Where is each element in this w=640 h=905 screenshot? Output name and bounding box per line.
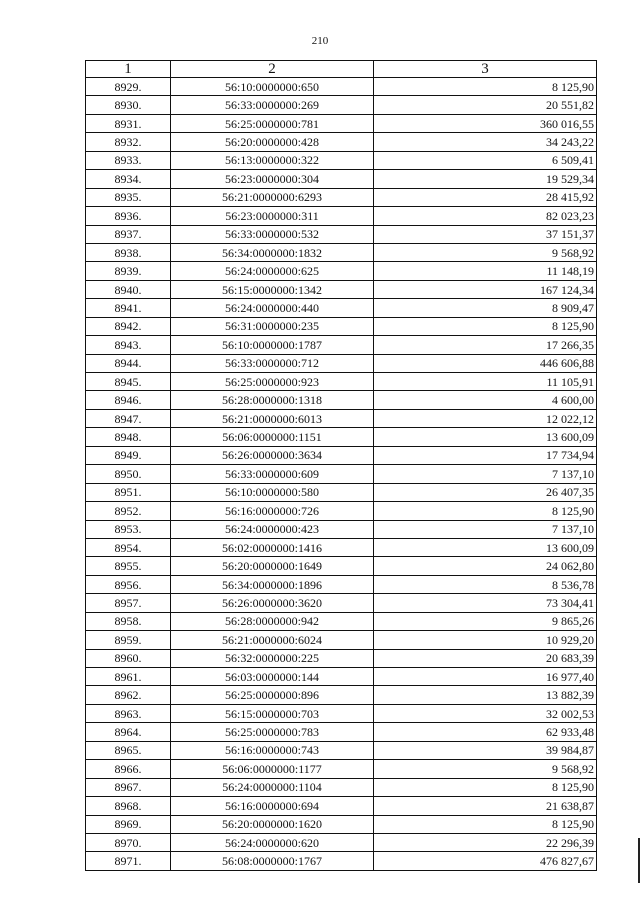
row-number: 8931. [86,114,171,132]
cadastral-value: 10 929,20 [374,631,597,649]
row-number: 8961. [86,668,171,686]
table-row [86,391,597,409]
table-row [86,280,597,298]
row-number: 8949. [86,446,171,464]
cadastral-value: 7 137,10 [374,465,597,483]
cadastral-value: 39 984,87 [374,741,597,759]
table-row [86,704,597,722]
cadastral-value: 8 125,90 [374,778,597,796]
cadastral-value: 20 551,82 [374,96,597,114]
cadastral-value: 7 137,10 [374,520,597,538]
cadastral-value: 17 266,35 [374,336,597,354]
row-number: 8942. [86,317,171,335]
cadastral-number: 56:10:0000000:580 [171,483,374,501]
table-row [86,170,597,188]
cadastral-value: 13 882,39 [374,686,597,704]
cadastral-number: 56:08:0000000:1767 [171,852,374,870]
cadastral-number: 56:28:0000000:1318 [171,391,374,409]
row-number: 8951. [86,483,171,501]
cadastral-number: 56:24:0000000:1104 [171,778,374,796]
row-number: 8970. [86,833,171,851]
cadastral-value: 8 125,90 [374,78,597,96]
cadastral-value: 167 124,34 [374,280,597,298]
page-number: 210 [311,35,329,47]
cadastral-number: 56:33:0000000:609 [171,465,374,483]
table-row [86,317,597,335]
cadastral-number: 56:31:0000000:235 [171,317,374,335]
cadastral-number: 56:28:0000000:942 [171,612,374,630]
cadastral-number: 56:20:0000000:1649 [171,557,374,575]
table-row [86,483,597,501]
cadastral-number: 56:33:0000000:712 [171,354,374,372]
cadastral-value: 8 125,90 [374,502,597,520]
table-row [86,852,597,870]
cadastral-number: 56:24:0000000:423 [171,520,374,538]
cadastral-number: 56:21:0000000:6024 [171,631,374,649]
table-row [86,649,597,667]
table-row [86,262,597,280]
row-number: 8969. [86,815,171,833]
table-row [86,78,597,96]
row-number: 8939. [86,262,171,280]
cadastral-value: 21 638,87 [374,797,597,815]
table-row [86,686,597,704]
table-row [86,446,597,464]
cadastral-number: 56:16:0000000:694 [171,797,374,815]
table-row [86,631,597,649]
table-row [86,760,597,778]
row-number: 8943. [86,336,171,354]
table-row [86,557,597,575]
cadastral-value: 28 415,92 [374,188,597,206]
row-number: 8950. [86,465,171,483]
cadastral-number: 56:24:0000000:620 [171,833,374,851]
row-number: 8935. [86,188,171,206]
cadastral-value: 22 296,39 [374,833,597,851]
cadastral-number: 56:10:0000000:650 [171,78,374,96]
table-row [86,133,597,151]
cadastral-number: 56:25:0000000:923 [171,373,374,391]
cadastral-number: 56:16:0000000:726 [171,502,374,520]
cadastral-value: 20 683,39 [374,649,597,667]
row-number: 8959. [86,631,171,649]
row-number: 8966. [86,760,171,778]
column-header-2: 2 [171,61,374,78]
cadastral-number: 56:15:0000000:703 [171,704,374,722]
cadastral-value: 62 933,48 [374,723,597,741]
row-number: 8944. [86,354,171,372]
row-number: 8934. [86,170,171,188]
cadastral-number: 56:15:0000000:1342 [171,280,374,298]
cadastral-number: 56:33:0000000:532 [171,225,374,243]
cadastral-value: 9 865,26 [374,612,597,630]
cadastral-value: 24 062,80 [374,557,597,575]
cadastral-value: 32 002,53 [374,704,597,722]
table-row [86,502,597,520]
cadastral-value: 8 536,78 [374,575,597,593]
row-number: 8960. [86,649,171,667]
cadastral-number: 56:02:0000000:1416 [171,538,374,556]
table-row [86,778,597,796]
cadastral-value: 11 148,19 [374,262,597,280]
cadastral-value: 26 407,35 [374,483,597,501]
cadastral-number: 56:24:0000000:440 [171,299,374,317]
cadastral-number: 56:25:0000000:781 [171,114,374,132]
row-number: 8933. [86,151,171,169]
cadastral-number: 56:21:0000000:6293 [171,188,374,206]
cadastral-value: 17 734,94 [374,446,597,464]
table-row [86,409,597,427]
row-number: 8964. [86,723,171,741]
table-row [86,520,597,538]
table-row [86,207,597,225]
row-number: 8965. [86,741,171,759]
table-body [86,78,597,871]
table-row [86,575,597,593]
cadastral-value: 11 105,91 [374,373,597,391]
table-row [86,612,597,630]
row-number: 8952. [86,502,171,520]
cadastral-value: 8 125,90 [374,317,597,335]
table-row [86,114,597,132]
cadastral-number: 56:23:0000000:311 [171,207,374,225]
table-row [86,188,597,206]
cadastral-number: 56:21:0000000:6013 [171,409,374,427]
row-number: 8938. [86,243,171,261]
row-number: 8932. [86,133,171,151]
cadastral-value: 8 909,47 [374,299,597,317]
table-row [86,465,597,483]
table-row [86,594,597,612]
row-number: 8958. [86,612,171,630]
cadastral-value: 12 022,12 [374,409,597,427]
table-row [86,538,597,556]
cadastral-value: 9 568,92 [374,760,597,778]
row-number: 8947. [86,409,171,427]
cadastral-number: 56:26:0000000:3634 [171,446,374,464]
row-number: 8940. [86,280,171,298]
row-number: 8955. [86,557,171,575]
table-row [86,336,597,354]
cadastral-value: 6 509,41 [374,151,597,169]
table-row [86,354,597,372]
table-row [86,151,597,169]
cadastral-value: 446 606,88 [374,354,597,372]
cadastral-number: 56:16:0000000:743 [171,741,374,759]
cadastral-number: 56:03:0000000:144 [171,668,374,686]
cadastral-value: 476 827,67 [374,852,597,870]
cadastral-value: 37 151,37 [374,225,597,243]
table-row [86,723,597,741]
table-row [86,741,597,759]
cadastral-number: 56:06:0000000:1177 [171,760,374,778]
cadastral-number: 56:24:0000000:625 [171,262,374,280]
cadastral-number: 56:34:0000000:1896 [171,575,374,593]
cadastral-value: 19 529,34 [374,170,597,188]
row-number: 8948. [86,428,171,446]
cadastral-number: 56:34:0000000:1832 [171,243,374,261]
cadastral-number: 56:20:0000000:1620 [171,815,374,833]
cadastral-number: 56:20:0000000:428 [171,133,374,151]
column-header-3: 3 [374,61,597,78]
row-number: 8941. [86,299,171,317]
cadastral-number: 56:25:0000000:896 [171,686,374,704]
row-number: 8962. [86,686,171,704]
row-number: 8967. [86,778,171,796]
row-number: 8945. [86,373,171,391]
cadastral-value: 8 125,90 [374,815,597,833]
data-table [85,60,597,871]
header-row [86,61,597,78]
row-number: 8963. [86,704,171,722]
cadastral-value: 82 023,23 [374,207,597,225]
row-number: 8936. [86,207,171,225]
cadastral-value: 34 243,22 [374,133,597,151]
cadastral-number: 56:23:0000000:304 [171,170,374,188]
cadastral-number: 56:25:0000000:783 [171,723,374,741]
table-row [86,96,597,114]
cadastral-number: 56:32:0000000:225 [171,649,374,667]
table-row [86,668,597,686]
row-number: 8956. [86,575,171,593]
cadastral-value: 73 304,41 [374,594,597,612]
cadastral-number: 56:06:0000000:1151 [171,428,374,446]
cadastral-value: 9 568,92 [374,243,597,261]
table-row [86,428,597,446]
cadastral-value: 360 016,55 [374,114,597,132]
table-row [86,815,597,833]
row-number: 8930. [86,96,171,114]
table-row [86,797,597,815]
cadastral-number: 56:33:0000000:269 [171,96,374,114]
cadastral-value: 4 600,00 [374,391,597,409]
table-row [86,299,597,317]
row-number: 8954. [86,538,171,556]
table-row [86,243,597,261]
row-number: 8929. [86,78,171,96]
column-header-1: 1 [86,61,171,78]
cadastral-number: 56:13:0000000:322 [171,151,374,169]
row-number: 8968. [86,797,171,815]
cadastral-value: 13 600,09 [374,538,597,556]
table-row [86,833,597,851]
row-number: 8957. [86,594,171,612]
cadastral-number: 56:10:0000000:1787 [171,336,374,354]
row-number: 8971. [86,852,171,870]
cadastral-value: 16 977,40 [374,668,597,686]
row-number: 8946. [86,391,171,409]
row-number: 8953. [86,520,171,538]
table-row [86,373,597,391]
row-number: 8937. [86,225,171,243]
cadastral-number: 56:26:0000000:3620 [171,594,374,612]
table-row [86,225,597,243]
cadastral-value: 13 600,09 [374,428,597,446]
